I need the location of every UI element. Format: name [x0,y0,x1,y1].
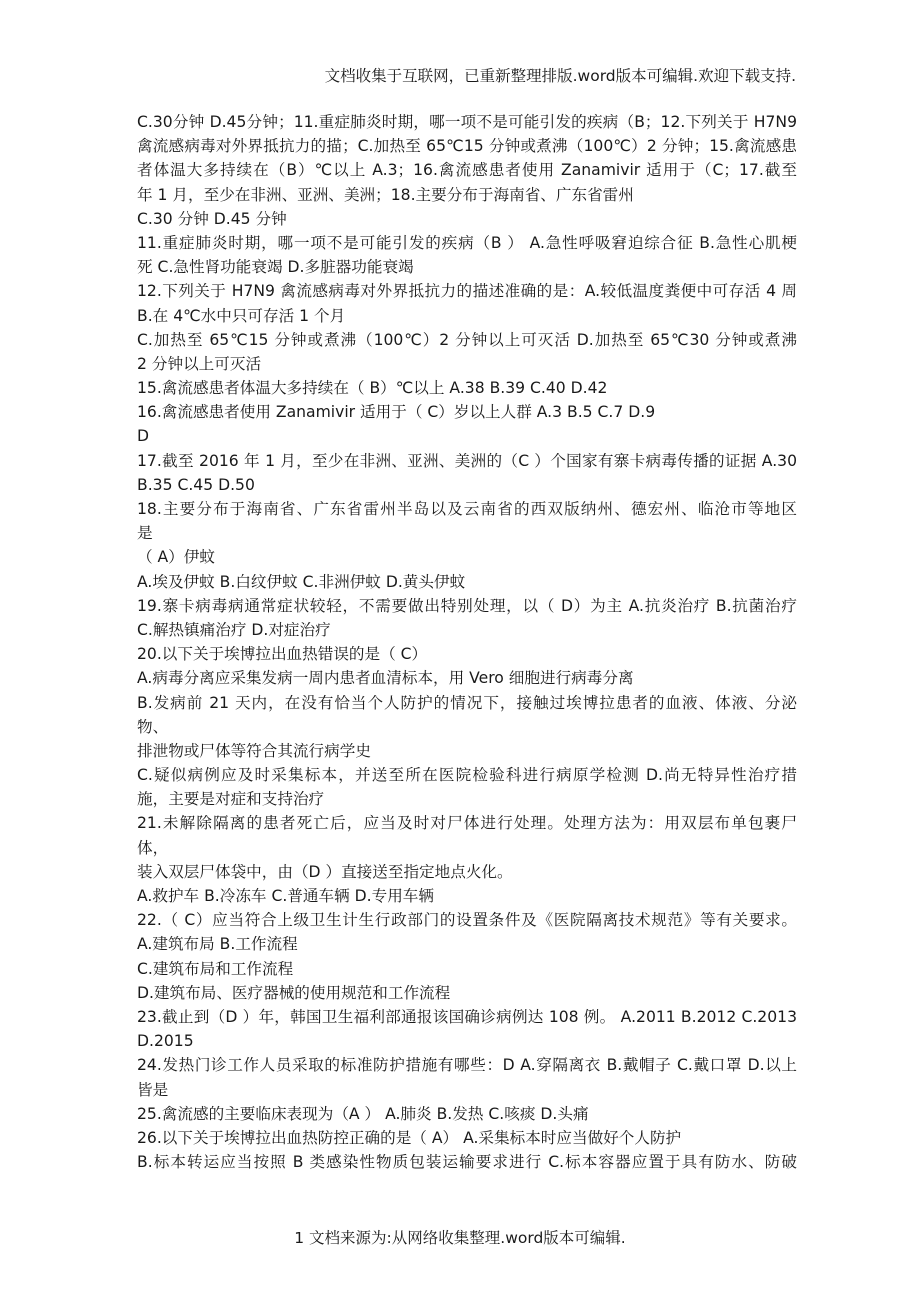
text-line: C.30 分钟 D.45 分钟 [137,209,287,228]
text-line: B.发病前 21 天内，在没有恰当个人防护的情况下，接触过埃博拉患者的血液、体液、分泌 [137,693,797,712]
text-line: B.标本转运应当按照 B 类感染性物质包装运输要求进行 C.标本容器应置于具有防水、防破 [137,1153,797,1172]
text-line: B.在 4℃水中只可存活 1 个月 [137,306,346,325]
text-line: 16.禽流感患者使用 Zanamivir 适用于（ C）岁以上人群 A.3 B.5 C.7 D.9 [137,403,656,422]
text-line: 21.未解除隔离的患者死亡后，应当及时对尸体进行处理。处理方法为：用双层布单包裹尸 [137,814,797,833]
text-line: C.建筑布局和工作流程 [137,959,294,978]
text-line: 15.禽流感患者体温大多持续在（ B）℃以上 A.38 B.39 C.40 D.42 [137,379,608,398]
text-line: 20.以下关于埃博拉出血热错误的是（ C） [137,645,428,664]
text-line: A.建筑布局 B.工作流程 [137,935,298,954]
text-line: 22.（ C）应当符合上级卫生计生行政部门的设置条件及《医院隔离技术规范》等有关要求。 [137,911,797,930]
text-line: 2 分钟以上可灭活 [137,354,262,373]
text-line: D.建筑布局、医疗器械的使用规范和工作流程 [137,983,451,1002]
text-line: 17.截至 2016 年 1 月，至少在非洲、亚洲、美洲的（C ）个国家有寨卡病毒传播的证据 A.30 [137,451,797,470]
text-line: D.2015 [137,1032,194,1051]
text-line: 19.寨卡病毒病通常症状较轻，不需要做出特别处理，以（ D）为主 A.抗炎治疗 B.抗菌治疗 [137,596,797,615]
text-line: C.疑似病例应及时采集标本，并送至所在医院检验科进行病原学检测 D.尚无特异性治疗措 [137,766,797,785]
text-line: 排泄物或尸体等符合其流行病学史 [137,741,371,760]
text-line: B.35 C.45 D.50 [137,475,255,494]
text-line: C.解热镇痛治疗 D.对症治疗 [137,620,331,639]
text-line: 25.禽流感的主要临床表现为（A ） A.肺炎 B.发热 C.咳痰 D.头痛 [137,1104,589,1123]
text-line: C.加热至 65℃15 分钟或煮沸（100℃）2 分钟以上可灭活 D.加热至 65℃30 分钟或煮沸 [137,330,797,349]
page-footer: 1 文档来源为:从网络收集整理.word版本可编辑. [294,1229,626,1247]
text-line: 装入双层尸体袋中，由（D ）直接送至指定地点火化。 [137,862,513,881]
text-line: 皆是 [137,1080,169,1099]
text-line: 者体温大多持续在（B）℃以上 A.3；16.禽流感患者使用 Zanamivir 适用于（C；17.截至 [137,161,797,180]
text-line: 是 [137,524,153,543]
text-line: 12.下列关于 H7N9 禽流感病毒对外界抵抗力的描述准确的是：A.较低温度粪便中可存活 4 周 [137,282,797,301]
document-body [137,110,797,1174]
text-line: 23.截止到（D ）年，韩国卫生福利部通报该国确诊病例达 108 例。 A.2011 B.2012 C.2013 [137,1007,797,1026]
text-line: A.病毒分离应采集发病一周内患者血清标本，用 Vero 细胞进行病毒分离 [137,669,634,688]
text-line: 18.主要分布于海南省、广东省雷州半岛以及云南省的西双版纳州、德宏州、临沧市等地区 [137,500,797,518]
text-line: A.埃及伊蚊 B.白纹伊蚊 C.非洲伊蚊 D.黄头伊蚊 [137,572,466,591]
text-line: 体， [137,838,169,857]
text-line: 26.以下关于埃博拉出血热防控正确的是（ A） A.采集标本时应当做好个人防护 [137,1128,682,1147]
text-line: 死 C.急性肾功能衰竭 D.多脏器功能衰竭 [137,258,414,277]
text-line: 物、 [137,717,169,736]
text-line: 禽流感病毒对外界抵抗力的描；C.加热至 65℃15 分钟或煮沸（100℃）2 分钟；15.禽流感患 [137,137,797,156]
text-line: C.30分钟 D.45分钟；11.重症肺炎时期，哪一项不是可能引发的疾病（B；12.下列关于 H7N9 [137,113,797,131]
text-line: 年 1 月，至少在非洲、亚洲、美洲；18.主要分布于海南省、广东省雷州 [137,185,634,204]
page-header: 文档收集于互联网，已重新整理排版.word版本可编辑.欢迎下载支持. [324,67,796,85]
text-line: 24.发热门诊工作人员采取的标准防护措施有哪些：D A.穿隔离衣 B.戴帽子 C.戴口罩 D.以上 [137,1056,797,1075]
text-line: D [137,427,150,446]
text-line: 施，主要是对症和支持治疗 [137,790,325,809]
text-line: 11.重症肺炎时期，哪一项不是可能引发的疾病（B ） A.急性呼吸窘迫综合征 B.急性心肌梗 [137,233,797,252]
text-line: （ A）伊蚊 [137,548,215,567]
text-line: A.救护车 B.冷冻车 C.普通车辆 D.专用车辆 [137,887,434,905]
